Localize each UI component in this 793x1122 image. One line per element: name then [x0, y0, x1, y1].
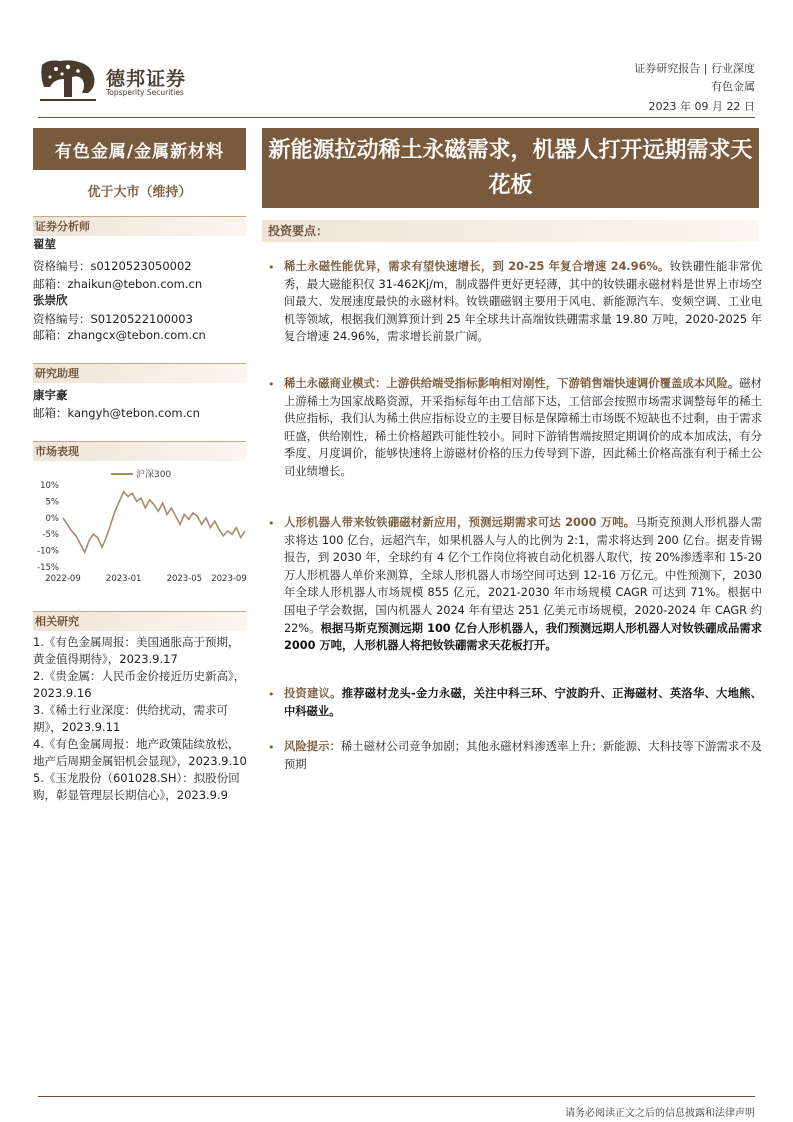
- key-point-1: • 稀土永磁性能优异，需求有望快速增长，到 20-25 年复合增速 24.96%。钕铁硼性能非常优秀，最大磁能积仅 31-462Kj/m，制成器件更好更轻薄，其中的钕铁硼永磁材料是世界上市场空间最大、发展速度最快的永磁材料。钕铁硼磁钢主要用于风电、新能源汽车、变频空调、工业电机等领域，根据我们测算预计到 25 年全球共计高端钕铁硼需求量 19.80 万吨，2020-2025 年复合增速 24.96%，需求增长前景广阔。: [268, 260, 762, 344]
- y-tick-label: -5%: [42, 530, 59, 541]
- market-performance-header: 市场表现: [33, 441, 246, 461]
- industry-category: 有色金属/金属新材料: [33, 128, 246, 170]
- related-research-item[interactable]: 3.《稀土行业深度：供给扰动，需求可期》，2023.9.11: [33, 703, 228, 734]
- footer-divider: [38, 1096, 755, 1097]
- assistant-header: 研究助理: [33, 363, 246, 383]
- company-name-en: Topsperity Securities: [106, 88, 184, 97]
- related-research-list: [33, 634, 248, 804]
- assistant-email[interactable]: 邮箱：kangyh@tebon.com.cn: [33, 406, 200, 420]
- report-sector: 有色金属: [711, 80, 755, 93]
- company-logo-icon: [38, 57, 98, 103]
- x-tick-label: 2022-09: [45, 574, 81, 584]
- x-tick-label: 2023-01: [105, 574, 142, 584]
- key-point-2: • 稀土永磁商业模式：上游供给端受指标影响相对刚性，下游销售端快速调价覆盖成本风险。磁材上游稀土为国家战略资源，开采指标每年由工信部下达，工信部会按照市场需求调整每年的稀土供应指标，我们认为稀土供应指标设立的主要目标是保障稀土市场既不短缺也不过剩，由于需求旺盛，供给刚性，稀土价格超跌可能性较小。同时下游销售端按照定期调价的成本加成法，有分季度、月度调价，能够快速将上游磁材价格的压力传导到下游，因此稀土价格高涨有利于稀土公司业绩增长。: [268, 377, 762, 478]
- bullet-icon: •: [268, 741, 275, 754]
- bullet-icon: •: [268, 261, 275, 274]
- y-tick-label: 5%: [45, 497, 59, 508]
- analyst-license: 资格编号：s0120523050002: [33, 259, 192, 273]
- analyst-name: 翟堃: [33, 237, 56, 251]
- key-points-header: 投资要点：: [262, 220, 759, 242]
- report-type: 证券研究报告 | 行业深度: [634, 62, 755, 75]
- report-date: 2023 年 09 月 22 日: [648, 100, 755, 113]
- analyst-email[interactable]: 邮箱：zhaikun@tebon.com.cn: [33, 277, 203, 291]
- related-research-header: 相关研究: [33, 611, 246, 631]
- bullet-icon: •: [268, 378, 275, 391]
- market-performance-chart: [33, 463, 248, 585]
- x-tick-label: 2023-09: [211, 574, 247, 584]
- key-point-4: • 投资建议。推荐磁材龙头-金力永磁，关注中科三环、宁波韵升、正海磁材、英洛华、大地熊、中科磁业。: [268, 687, 762, 718]
- related-research-item[interactable]: 4.《有色金属周报：地产政策陆续放松，地产后周期金属铝机会显现》，2023.9.10: [33, 737, 247, 768]
- hs300-series-line: [63, 492, 245, 553]
- y-tick-label: 10%: [40, 481, 59, 491]
- industry-rating: 优于大市（维持）: [87, 185, 192, 200]
- analyst-name: 张崇欣: [33, 293, 68, 307]
- x-tick-label: 2023-05: [166, 574, 203, 584]
- y-tick-label: -15%: [37, 563, 59, 573]
- y-tick-label: 0%: [45, 513, 59, 524]
- footer-disclaimer: 请务必阅读正文之后的信息披露和法律声明: [565, 1108, 755, 1119]
- related-research-item[interactable]: 2.《贵金属：人民币金价接近历史新高》，2023.9.16: [33, 669, 246, 700]
- assistant-name: 康宇豪: [33, 388, 68, 402]
- company-name-cn: 德邦证券: [106, 68, 187, 90]
- legend-label: 沪深300: [136, 470, 172, 480]
- key-point-3: • 人形机器人带来钕铁硼磁材新应用，预测远期需求可达 2000 万吨。马斯克预测人形机器人需求将达 100 亿台，远超汽车，如果机器人与人的比例为 2:1，需求将达到 200 亿台。据麦肯锡报告，到 2030 年，全球约有 4 亿个工作岗位将被自动化机器人取代，按 20%渗透率和 15-20 万人形机器人单价来测算，全球人形机器人市场空间可达到 12-16 万亿元。中性预测下，2030 年全球人形机器人市场规模 855 亿元，2021-2030 年市场规模 CAGR 可达到 71%。根据中国电子学会数据，国内机器人 2024 年有望达 251 亿美元市场规模，2020-2024 年 CAGR 约 22%。根据马斯克预测远期 100 亿台人形机器人，我们预测远期人形机器人对钕铁硼成品需求 2000 万吨，人形机器人将把钕铁硼需求天花板打开。: [268, 516, 763, 653]
- bullet-icon: •: [268, 517, 275, 530]
- analysts-header: 证券分析师: [33, 216, 246, 236]
- y-tick-label: -10%: [37, 546, 59, 557]
- analyst-license: 资格编号：S0120522100003: [33, 312, 193, 326]
- key-point-5: • 风险提示：稀土磁材公司竞争加剧；其他永磁材料渗透率上升；新能源、大科技等下游需求不及预期: [268, 740, 762, 771]
- related-research-item[interactable]: 1.《有色金属周报：美国通胀高于预期，黄金值得期待》，2023.9.17: [33, 635, 240, 666]
- analyst-email[interactable]: 邮箱：zhangcx@tebon.com.cn: [33, 328, 206, 342]
- header-divider: [38, 117, 755, 118]
- report-title: 新能源拉动稀土永磁需求，机器人打开远期需求天花板: [262, 128, 759, 208]
- related-research-item[interactable]: 5.《玉龙股份（601028.SH）：拟股份回购，彰显管理层长期信心》，2023.9.9: [33, 771, 240, 802]
- bullet-icon: •: [268, 688, 275, 701]
